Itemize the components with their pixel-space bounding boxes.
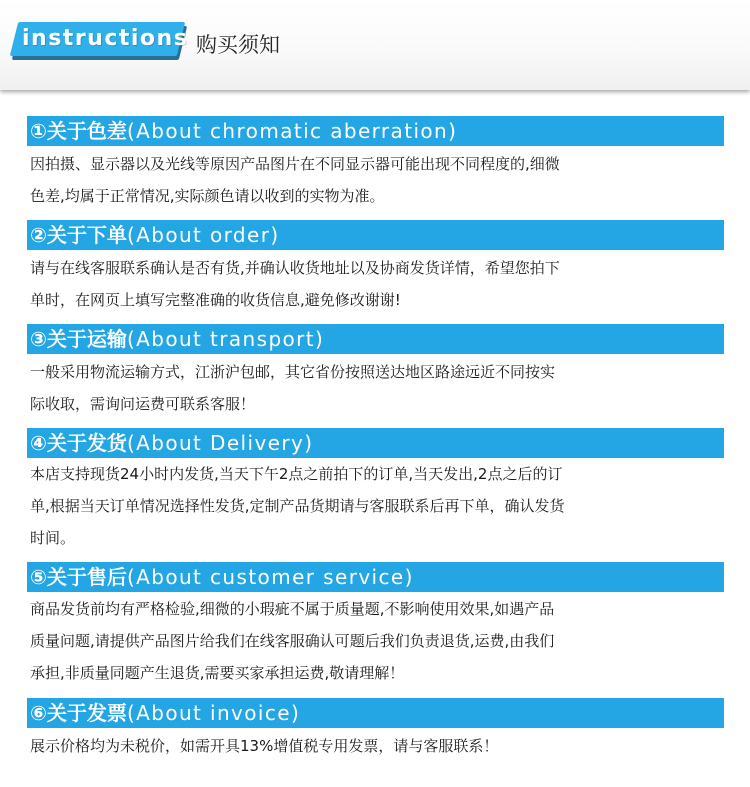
body-line: 一般采用物流运输方式，江浙沪包邮，其它省份按照送达地区路途远近不同按实	[30, 363, 556, 381]
section-title-en: (About customer service)	[126, 565, 414, 589]
section-title	[30, 562, 414, 592]
body-line: 展示价格均为未税价，如需开具13%增值税专用发票，请与客服联系！	[30, 737, 499, 755]
body-line: 因拍摄、显示器以及光线等原因产品图片在不同显示器可能出现不同程度的,细微	[30, 155, 560, 173]
body-line: 商品发货前均有严格检验,细微的小瑕疵不属于质量题,不影响使用效果,如遇产品	[30, 600, 555, 618]
header-badge-text: instructions	[22, 26, 189, 51]
section-title-cn: ④关于发货	[30, 431, 127, 455]
section-body	[30, 148, 722, 212]
section-title-en: (About order)	[126, 223, 280, 247]
section-title-en: (About transport)	[126, 327, 325, 351]
section-title	[30, 116, 457, 146]
section-title-cn: ⑤关于售后	[30, 565, 127, 589]
section-title-en: (About chromatic aberration)	[126, 119, 458, 143]
body-line: 质量问题,请提供产品图片给我们在线客服确认可题后我们负责退货,运费,由我们	[30, 632, 555, 650]
section-body	[30, 458, 722, 554]
section-title-cn: ②关于下单	[30, 223, 127, 247]
section-title-cn: ⑥关于发票	[30, 701, 127, 725]
body-line: 承担,非质量同题产生退货,需要买家承担运费,敬请理解！	[30, 664, 405, 682]
section-title	[30, 698, 300, 728]
page-title: 购买须知	[196, 33, 280, 57]
header-banner	[0, 0, 750, 90]
section-title-cn: ①关于色差	[30, 119, 127, 143]
body-line: 单,根据当天订单情况选择性发货,定制产品货期请与客服联系后再下单，确认发货	[30, 497, 565, 515]
section-title-en: (About Delivery)	[126, 431, 314, 455]
section-title	[30, 428, 313, 458]
section-body	[30, 730, 722, 762]
section-body	[30, 356, 722, 420]
body-line: 本店支持现货24小时内发货,当天下午2点之前拍下的订单,当天发出,2点之后的订	[30, 465, 563, 483]
section-title	[30, 220, 280, 250]
body-line: 请与在线客服联系确认是否有货,并确认收货地址以及协商发货详情，希望您拍下	[30, 259, 560, 277]
section-title-cn: ③关于运输	[30, 327, 127, 351]
body-line: 际收取，需询问运费可联系客服！	[30, 395, 256, 413]
body-line: 色差,均属于正常情况,实际颜色请以收到的实物为准。	[30, 187, 385, 205]
body-line: 时间。	[30, 529, 76, 547]
section-title	[30, 324, 324, 354]
body-line: 单时，在网页上填写完整准确的收货信息,避免修改谢谢!	[30, 291, 401, 309]
section-body	[30, 252, 722, 316]
section-title-en: (About invoice)	[126, 701, 301, 725]
section-body	[30, 593, 722, 689]
